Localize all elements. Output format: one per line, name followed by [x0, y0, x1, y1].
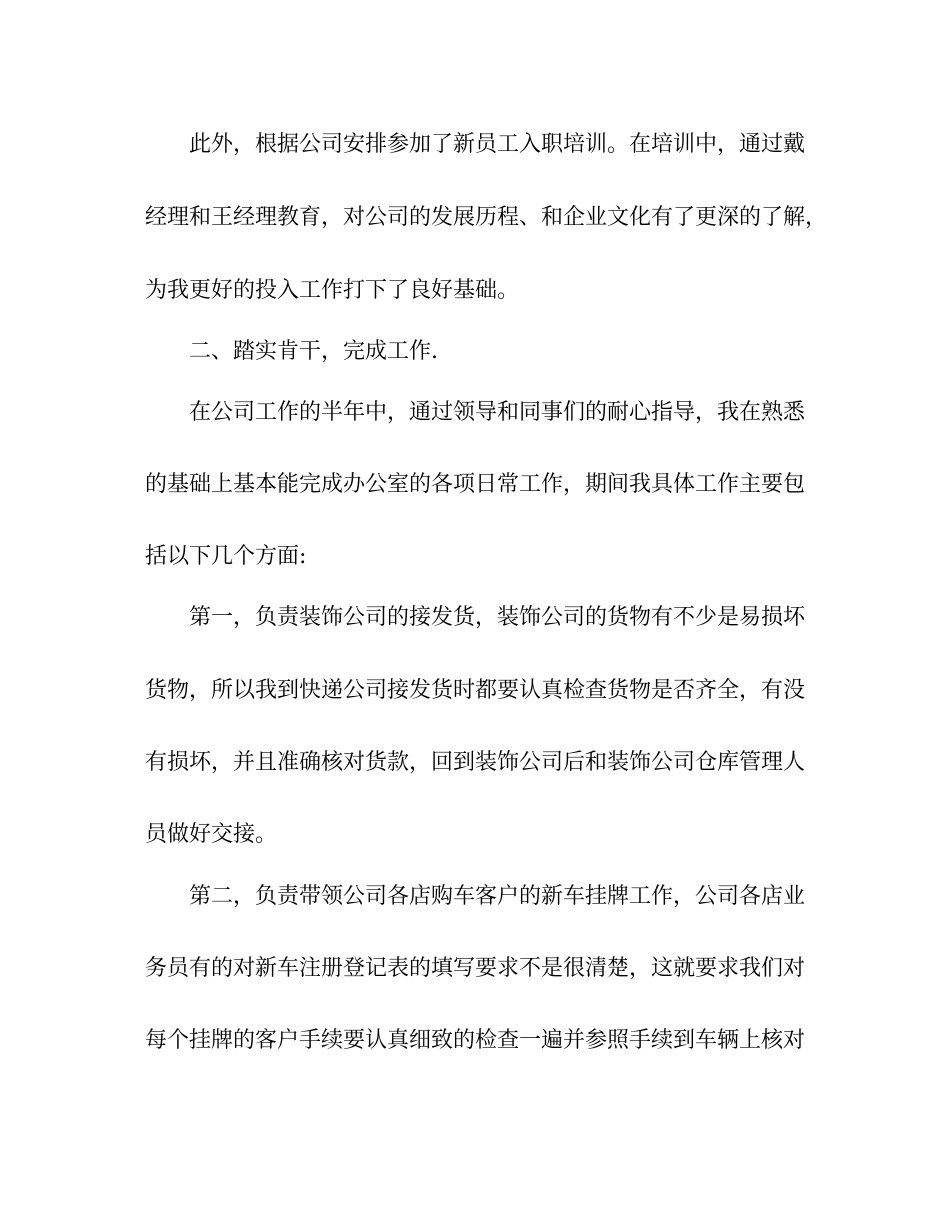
paragraph-line: 经理和王经理教育，对公司的发展历程、和企业文化有了更深的了解，: [145, 205, 828, 230]
section-heading: 二、踏实肯干，完成工作.: [189, 339, 438, 364]
paragraph-line: 员做好交接。: [145, 822, 278, 847]
paragraph-line: 有损坏，并且准确核对货款，回到装饰公司后和装饰公司仓库管理人: [145, 750, 806, 775]
paragraph-line: 务员有的对新车注册登记表的填写要求不是很清楚，这就要求我们对: [145, 956, 806, 981]
paragraph-line: 在公司工作的半年中，通过领导和同事们的耐心指导，我在熟悉: [189, 400, 806, 425]
paragraph-line: 括以下几个方面:: [145, 544, 307, 569]
paragraph-line: 第一，负责装饰公司的接发货，装饰公司的货物有不少是易损坏: [189, 605, 806, 630]
paragraph-line: 的基础上基本能完成办公室的各项日常工作，期间我具体工作主要包: [145, 472, 806, 497]
paragraph-line: 为我更好的投入工作打下了良好基础。: [145, 278, 520, 303]
paragraph-line: 第二，负责带领公司各店购车客户的新车挂牌工作，公司各店业: [189, 884, 806, 909]
paragraph-line: 货物，所以我到快递公司接发货时都要认真检查货物是否齐全，有没: [145, 678, 806, 703]
paragraph-line: 每个挂牌的客户手续要认真细致的检查一遍并参照手续到车辆上核对: [145, 1028, 806, 1053]
paragraph-line: 此外，根据公司安排参加了新员工入职培训。在培训中，通过戴: [189, 132, 806, 157]
